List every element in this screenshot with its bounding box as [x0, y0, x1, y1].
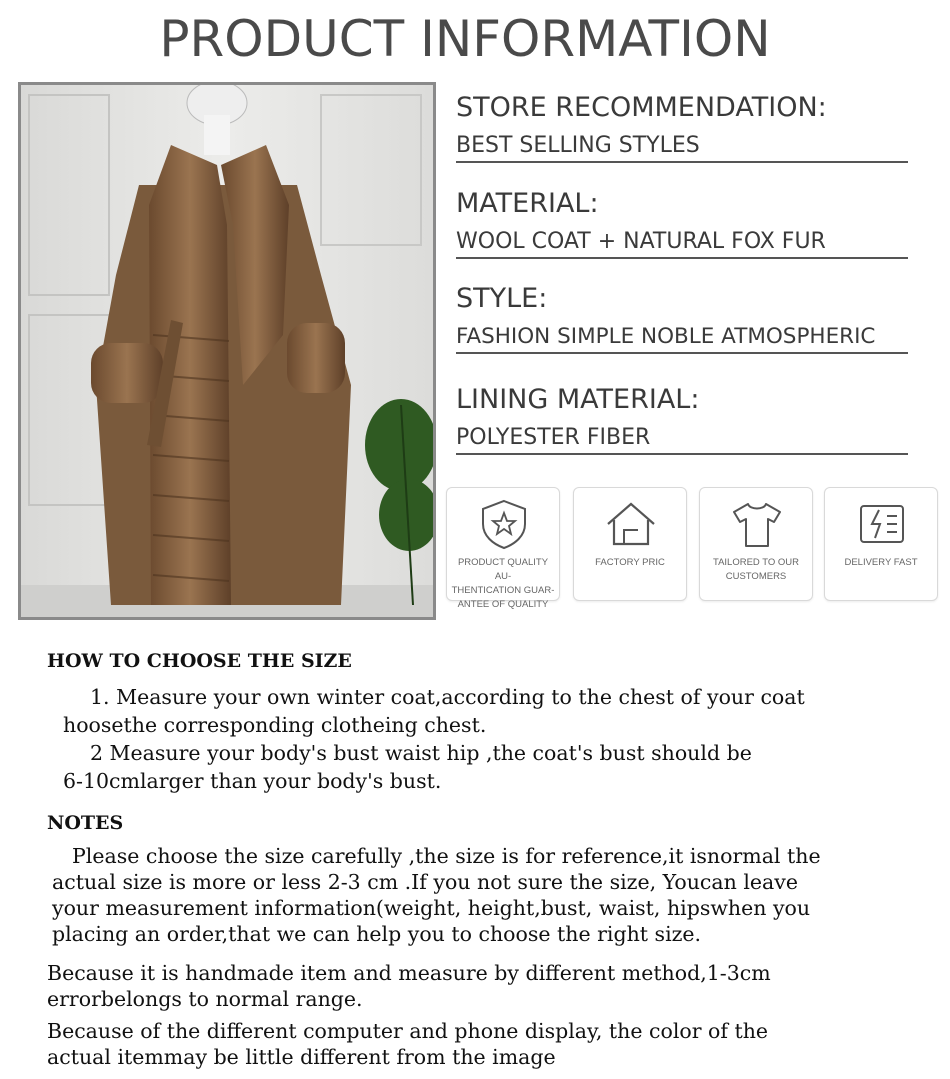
notes-line: Because of the different computer and phone display, the color of the	[47, 1019, 769, 1043]
spec-label: LINING MATERIAL:	[456, 384, 700, 415]
badge-label-line: THENTICATION GUAR-	[451, 585, 555, 596]
badge-label-line: CUSTOMERS	[725, 571, 787, 582]
spec-label: STYLE:	[456, 283, 548, 314]
delivery-card-icon	[853, 498, 911, 550]
product-photo	[18, 82, 436, 620]
notes-line: your measurement information(weight, height,bust, waist, hipswhen you	[52, 896, 811, 920]
badge-label	[827, 556, 935, 570]
spec-style	[456, 283, 908, 354]
size-guide-line: 2 Measure your body's bust waist hip ,the coat's bust should be	[90, 741, 752, 765]
feature-badges	[446, 487, 946, 610]
notes-line: errorbelongs to normal range.	[47, 987, 363, 1011]
badge-label-line: TAILORED TO OUR	[712, 557, 800, 568]
spec-value: WOOL COAT + NATURAL FOX FUR	[456, 229, 908, 259]
notes-line: Please choose the size carefully ,the size is for reference,it isnormal the	[72, 844, 821, 868]
notes-line: actual size is more or less 2-3 cm .If you not sure the size, Youcan leave	[52, 870, 798, 894]
notes-line: placing an order,that we can help you to choose the right size.	[52, 922, 702, 946]
tshirt-icon	[728, 498, 786, 550]
notes-line: actual itemmay be little different from the image	[47, 1045, 556, 1069]
badge-label-line: ANTEE OF QUALITY	[457, 599, 549, 610]
badge-delivery	[824, 487, 938, 601]
badge-quality	[446, 487, 560, 610]
badge-label-line: DELIVERY FAST	[844, 557, 918, 568]
spec-value: POLYESTER FIBER	[456, 425, 908, 455]
spec-store-recommendation	[456, 92, 908, 163]
coat-illustration	[21, 85, 433, 617]
spec-label: STORE RECOMMENDATION:	[456, 92, 827, 123]
spec-value: BEST SELLING STYLES	[456, 133, 908, 163]
size-guide-heading: HOW TO CHOOSE THE SIZE	[47, 650, 352, 672]
shield-star-icon	[475, 498, 533, 550]
size-guide-line: hoosethe corresponding clotheing chest.	[63, 713, 487, 737]
badge-label	[702, 556, 810, 584]
spec-label: MATERIAL:	[456, 188, 599, 219]
badge-tailored	[699, 487, 813, 601]
badge-label	[449, 556, 557, 612]
spec-material	[456, 188, 908, 259]
badge-label	[576, 556, 684, 570]
size-guide-line: 1. Measure your own winter coat,according to the chest of your coat	[90, 685, 805, 709]
size-guide-line: 6-10cmlarger than your body's bust.	[63, 769, 442, 793]
badge-label-line: FACTORY PRIC	[595, 557, 665, 568]
factory-house-icon	[602, 498, 660, 550]
badge-label-line: PRODUCT QUALITY AU-	[457, 557, 549, 582]
page-title: PRODUCT INFORMATION	[159, 10, 771, 68]
notes-line: Because it is handmade item and measure by different method,1-3cm	[47, 961, 771, 985]
spec-lining-material	[456, 384, 908, 455]
notes-heading: NOTES	[47, 812, 124, 834]
badge-factory-price	[573, 487, 687, 601]
spec-value: FASHION SIMPLE NOBLE ATMOSPHERIC	[456, 324, 908, 354]
